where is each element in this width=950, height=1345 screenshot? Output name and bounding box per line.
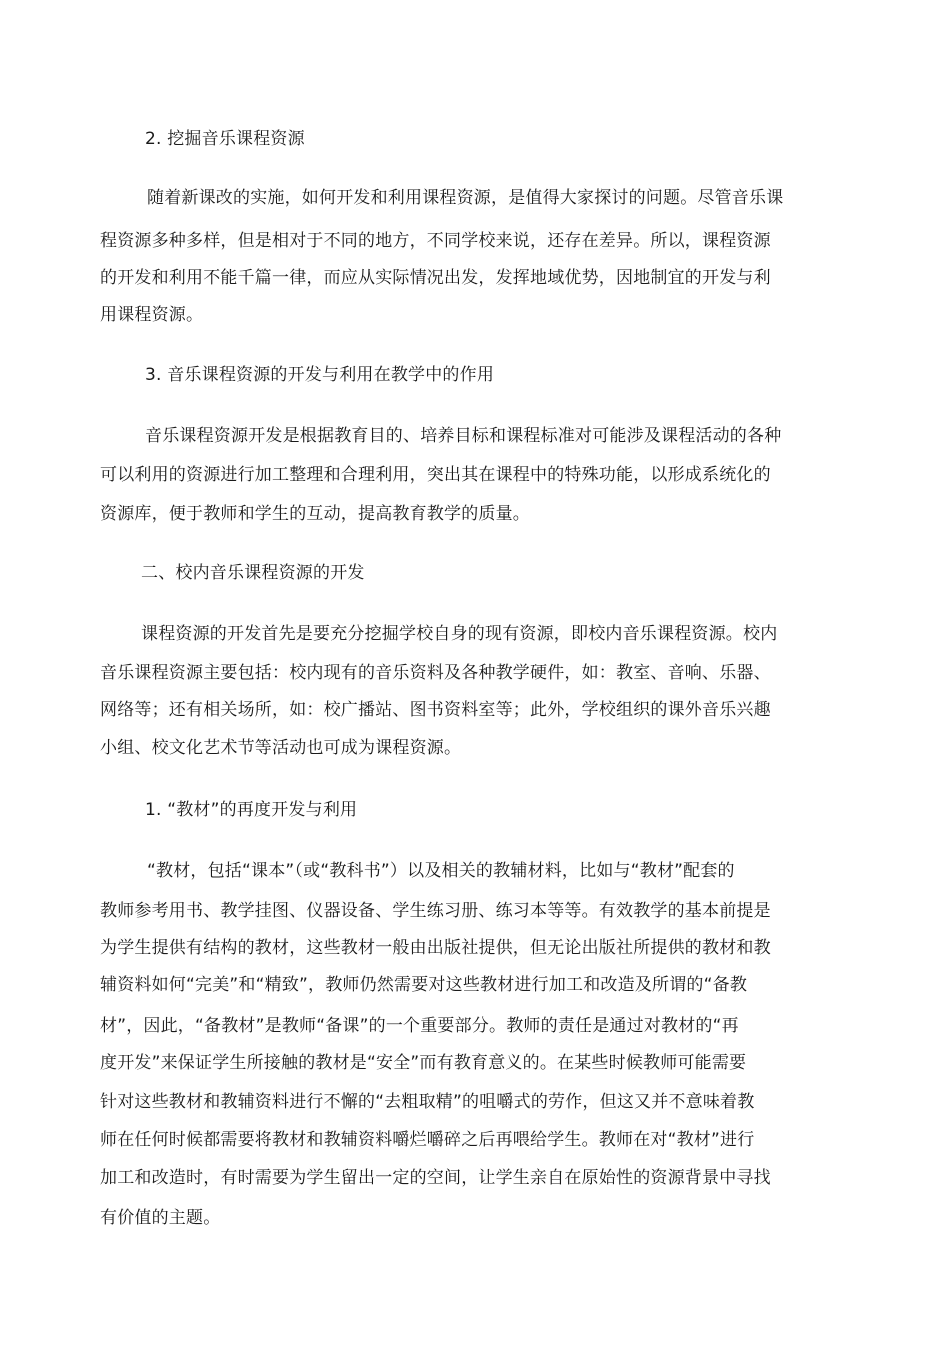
paragraph-line: “教材，包括“课本”（或“教科书”）以及相关的教辅材料，比如与“教材”配套的	[147, 861, 735, 881]
heading-1: 1. “教材”的再度开发与利用	[145, 800, 358, 820]
paragraph-line: 小组、校文化艺术节等活动也可成为课程资源。	[100, 738, 462, 758]
paragraph-line: 音乐课程资源主要包括：校内现有的音乐资料及各种教学硬件，如：教室、音响、乐器、	[100, 663, 771, 683]
heading-2: 2. 挖掘音乐课程资源	[145, 129, 305, 149]
paragraph-line: 为学生提供有结构的教材，这些教材一般由出版社提供，但无论出版社所提供的教材和教	[100, 938, 771, 958]
paragraph-line: 辅资料如何“完美”和“精致”，教师仍然需要对这些教材进行加工和改造及所谓的“备教	[100, 975, 748, 995]
paragraph-line: 教师参考用书、教学挂图、仪器设备、学生练习册、练习本等等。有效教学的基本前提是	[100, 901, 771, 921]
paragraph-line: 程资源多种多样，但是相对于不同的地方，不同学校来说，还存在差异。所以，课程资源	[100, 231, 771, 251]
paragraph-line: 加工和改造时，有时需要为学生留出一定的空间，让学生亲自在原始性的资源背景中寻找	[100, 1168, 771, 1188]
paragraph-line: 网络等；还有相关场所，如：校广播站、图书资料室等；此外，学校组织的课外音乐兴趣	[100, 700, 771, 720]
paragraph-line: 师在任何时候都需要将教材和教辅资料嚼烂嚼碎之后再喂给学生。教师在对“教材”进行	[100, 1130, 755, 1150]
paragraph-line: 资源库，便于教师和学生的互动，提高教育教学的质量。	[100, 504, 530, 524]
section-heading: 二、校内音乐课程资源的开发	[141, 563, 365, 583]
paragraph-line: 可以利用的资源进行加工整理和合理利用，突出其在课程中的特殊功能，以形成系统化的	[100, 465, 771, 485]
heading-3: 3. 音乐课程资源的开发与利用在教学中的作用	[145, 365, 495, 385]
paragraph-line: 的开发和利用不能千篇一律，而应从实际情况出发，发挥地域优势，因地制宜的开发与利	[100, 268, 771, 288]
paragraph-line: 针对这些教材和教辅资料进行不懈的“去粗取精”的咀嚼式的劳作，但这又并不意味着教	[100, 1092, 755, 1112]
paragraph-line: 材”，因此，“备教材”是教师“备课”的一个重要部分。教师的责任是通过对教材的“再	[100, 1016, 739, 1036]
paragraph-line: 随着新课改的实施，如何开发和利用课程资源，是值得大家探讨的问题。尽管音乐课	[147, 188, 784, 208]
paragraph-line: 课程资源的开发首先是要充分挖掘学校自身的现有资源，即校内音乐课程资源。校内	[141, 624, 778, 644]
paragraph-line: 用课程资源。	[100, 305, 204, 325]
paragraph-line: 度开发”来保证学生所接触的教材是“安全”而有教育意义的。在某些时候教师可能需要	[100, 1053, 747, 1073]
paragraph-line: 音乐课程资源开发是根据教育目的、培养目标和课程标准对可能涉及课程活动的各种	[145, 426, 782, 446]
paragraph-line: 有价值的主题。	[100, 1208, 221, 1228]
